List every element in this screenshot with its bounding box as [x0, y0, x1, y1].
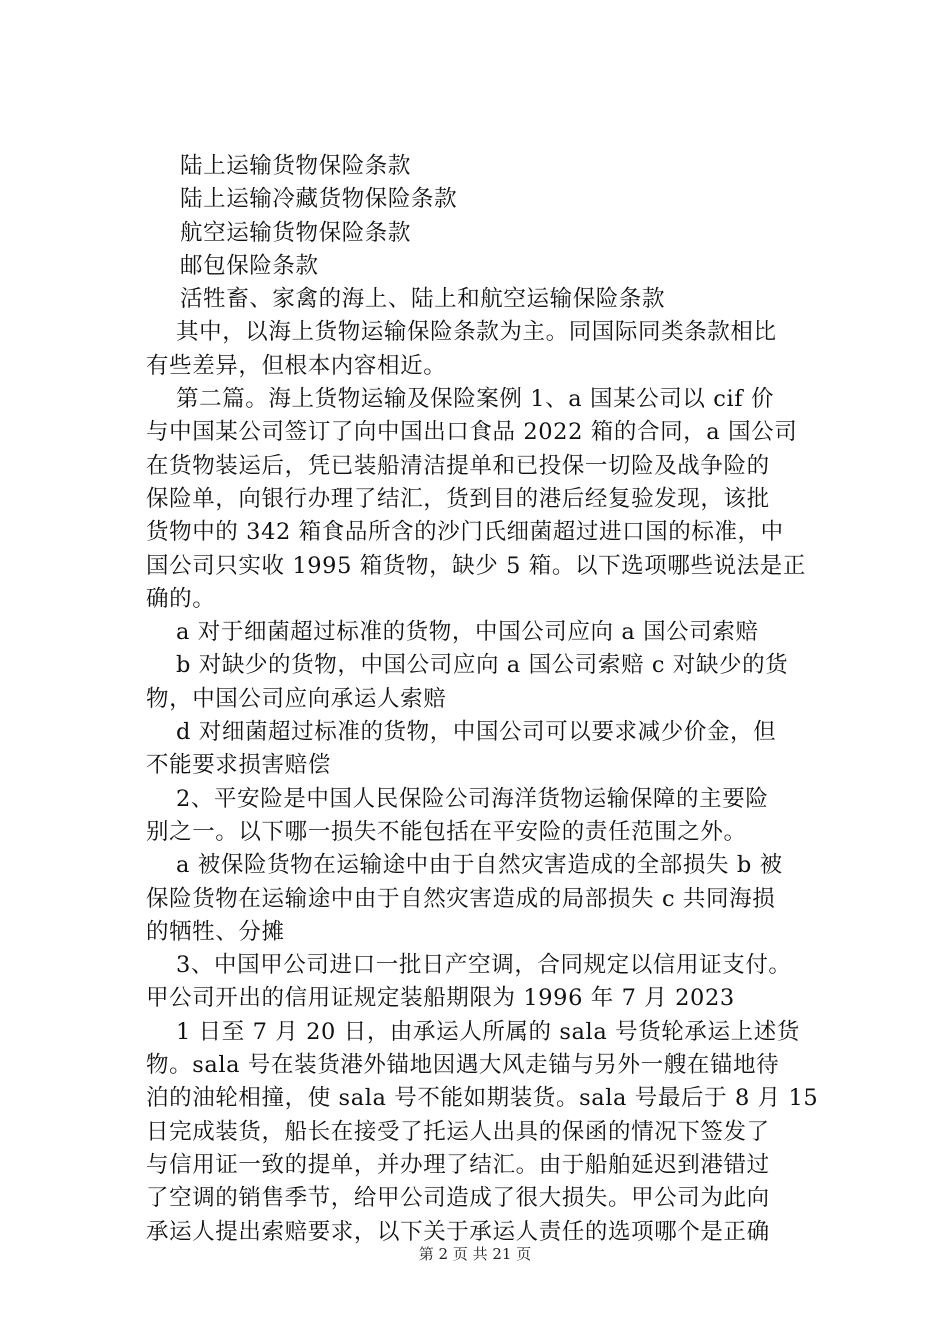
text-line: 第二篇。海上货物运输及保险案例 1、a 国某公司以 cif 价 — [176, 386, 775, 413]
text-line: b 对缺少的货物，中国公司应向 a 国公司索赔 c 对缺少的货 — [176, 652, 789, 679]
text-line: 有些差异，但根本内容相近。 — [146, 352, 447, 379]
text-line: 保险单，向银行办理了结汇，货到目的港后经复验发现，该批 — [146, 485, 770, 512]
text-line: 国公司只实收 1995 箱货物，缺少 5 箱。以下选项哪些说法是正 — [146, 552, 806, 579]
text-line: 航空运输货物保险条款 — [180, 219, 412, 246]
text-line: 货物中的 342 箱食品所含的沙门氏细菌超过进口国的标准，中 — [146, 519, 784, 546]
text-line: 保险货物在运输途中由于自然灾害造成的局部损失 c 共同海损 — [146, 885, 776, 912]
text-line: 甲公司开出的信用证规定装船期限为 1996 年 7 月 2023 — [146, 985, 735, 1012]
text-line: 日完成装货，船长在接受了托运人出具的保函的情况下签发了 — [146, 1118, 770, 1145]
text-line: 陆上运输冷藏货物保险条款 — [180, 186, 458, 213]
text-line: 3、中国甲公司进口一批日产空调，合同规定以信用证支付。 — [176, 952, 792, 979]
text-line: 2、平安险是中国人民保险公司海洋货物运输保障的主要险 — [176, 785, 769, 812]
text-line: 了空调的销售季节，给甲公司造成了很大损失。甲公司为此向 — [146, 1185, 770, 1212]
text-line: 与中国某公司签订了向中国出口食品 2022 箱的合同，a 国公司 — [146, 419, 798, 446]
text-line: 陆上运输货物保险条款 — [180, 153, 412, 179]
text-line: 1 日至 7 月 20 日，由承运人所属的 sala 号货轮承运上述货 — [176, 1018, 800, 1045]
text-line: 的牺牲、分摊 — [146, 918, 285, 945]
text-line: 物。sala 号在装货港外锚地因遇大风走锚与另外一艘在锚地待 — [146, 1052, 780, 1079]
text-line: 物，中国公司应向承运人索赔 — [146, 685, 447, 712]
text-line: 不能要求损害赔偿 — [146, 752, 331, 779]
page-number-footer: 第 2 页 共 21 页 — [418, 1245, 532, 1263]
text-line: 承运人提出索赔要求，以下关于承运人责任的选项哪个是正确 — [146, 1218, 770, 1245]
text-line: 确的。 — [146, 585, 216, 612]
text-line: a 被保险货物在运输途中由于自然灾害造成的全部损失 b 被 — [176, 852, 783, 879]
text-line: 邮包保险条款 — [180, 252, 319, 279]
document-body — [146, 150, 836, 1249]
text-line: 与信用证一致的提单，并办理了结汇。由于船舶延迟到港错过 — [146, 1151, 770, 1178]
text-line: 其中，以海上货物运输保险条款为主。同国际同类条款相比 — [176, 319, 777, 346]
text-line: 活牲畜、家禽的海上、陆上和航空运输保险条款 — [180, 286, 666, 313]
text-line: a 对于细菌超过标准的货物，中国公司应向 a 国公司索赔 — [176, 619, 759, 646]
text-line: d 对细菌超过标准的货物，中国公司可以要求减少价金，但 — [176, 719, 777, 746]
text-line: 在货物装运后，凭已装船清洁提单和已投保一切险及战争险的 — [146, 452, 770, 479]
text-line: 泊的油轮相撞，使 sala 号不能如期装货。sala 号最后于 8 月 15 — [146, 1085, 819, 1112]
text-line: 别之一。以下哪一损失不能包括在平安险的责任范围之外。 — [146, 818, 747, 845]
